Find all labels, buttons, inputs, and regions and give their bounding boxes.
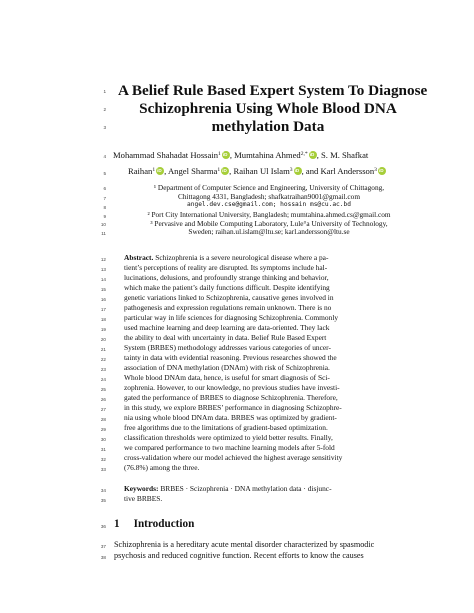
line-number: 5 [103, 171, 106, 176]
line-number: 16 [100, 297, 106, 302]
author-affiliation-mark: 1 [218, 151, 221, 157]
line-number: 12 [100, 257, 106, 262]
line-number: 29 [100, 427, 106, 432]
line-number: 6 [103, 186, 106, 191]
abstract-line: zophrenia. However, to our knowledge, no previous studies have investi- [124, 383, 340, 392]
line-number: 38 [100, 555, 106, 560]
line-number: 26 [100, 397, 106, 402]
abstract-line: gated the performance of BRBES to diagnose Schizophrenia. Therefore, [124, 393, 338, 402]
abstract-line: tient’s perceptions of reality are disrupted. Its symptoms include hal- [124, 263, 328, 272]
abstract-line: pathogenesis and expression regulations remain unknown. There is no [124, 303, 332, 312]
line-number: 1 [103, 89, 106, 94]
abstract-line: lucinations, delusions, and profoundly strange thinking and behavior, [124, 273, 329, 282]
abstract-line: in this study, we explore BRBES’ performance in diagnosing Schizophre- [124, 403, 342, 412]
author-affiliation-mark: 3 [289, 167, 293, 173]
line-number: 33 [100, 467, 106, 472]
abstract-line: we compared performance to two machine learning models after 5-fold [124, 443, 335, 452]
title-line: methylation Data [211, 118, 325, 135]
affiliation-line: ¹ Department of Computer Science and Engineering, University of Chittagong, [153, 183, 385, 192]
author-line [113, 150, 368, 160]
line-number: 9 [103, 214, 106, 219]
author-name: Mohammad Shahadat Hossain [113, 150, 219, 160]
line-number: 19 [100, 327, 106, 332]
section-title: Introduction [133, 518, 195, 530]
abstract-line: association of DNA methylation (DNAm) with risk of Schizophrenia. [124, 363, 330, 372]
line-number: 10 [100, 222, 106, 227]
line-number: 2 [103, 107, 106, 112]
abstract-line: Whole blood DNAm data, hence, is useful for smart diagnosis of Sci- [124, 373, 330, 382]
abstract-line: free algorithms due to the limitations of gradient-based optimization. [124, 423, 328, 432]
line-number: 37 [100, 544, 106, 549]
affiliation-line: Chittagong 4331, Bangladesh; shafkatraihan9001@gmail.com [177, 192, 360, 201]
line-number: 25 [100, 387, 106, 392]
author-name: , and Karl Andersson [301, 166, 375, 176]
line-number: 15 [100, 287, 106, 292]
abstract-line: classification thresholds were optimized to yield better results. Finally, [124, 433, 333, 442]
author-name: , S. M. Shafkat [316, 150, 369, 160]
author-name: , Mumtahina Ahmed [229, 150, 301, 160]
orcid-icon[interactable] [221, 167, 229, 175]
line-number: 20 [100, 337, 106, 342]
abstract-line: tainty in data with evidential reasoning. Previous researches showed the [124, 353, 337, 362]
author-affiliation-mark: 1 [217, 167, 221, 173]
keywords-line: tive BRBES. [124, 494, 163, 503]
author-affiliation-mark: 3 [374, 167, 377, 173]
affiliation-line: ² Port City International University, Bangladesh; mumtahina.ahmed.cs@gmail.com [147, 210, 391, 219]
orcid-icon[interactable] [294, 167, 302, 175]
line-number: 17 [100, 307, 106, 312]
line-number: 23 [100, 367, 106, 372]
line-number: 30 [100, 437, 106, 442]
abstract-line: particular way in life sciences for diagnosing Schizophrenia. Commonly [124, 313, 339, 322]
title-line: Schizophrenia Using Whole Blood DNA [139, 100, 397, 117]
line-number: 14 [100, 277, 106, 282]
abstract-line: nia using whole blood DNAm data. BRBES was optimized by gradient- [124, 413, 337, 422]
keywords-label: Keywords: [124, 484, 159, 493]
affiliation-line: Sweden; raihan.ul.islam@ltu.se; karl.andersson@ltu.se [188, 227, 350, 236]
author-affiliation-mark: 1 [152, 167, 156, 173]
line-number: 8 [103, 205, 106, 210]
author-name: Raihan [128, 166, 153, 176]
abstract-line: genetic variations linked to Schizophrenia, causative genes involved in [124, 293, 334, 302]
line-number: 36 [100, 524, 106, 529]
abstract-line: (76.8%) among the three. [124, 463, 200, 472]
author-name: , Raihan Ul Islam [229, 166, 290, 176]
author-affiliation-mark: 2,* [300, 151, 308, 157]
line-number: 18 [100, 317, 106, 322]
affiliation-line: ³ Pervasive and Mobile Computing Laboratory, Lule°a University of Technology, [150, 219, 388, 228]
line-number: 3 [103, 125, 106, 130]
abstract-label: Abstract. [124, 253, 154, 262]
line-number: 21 [100, 347, 106, 352]
line-number: 24 [100, 377, 106, 382]
abstract-line: cross-validation where our model achieved the highest average sensitivity [124, 453, 343, 462]
author-line [128, 166, 386, 176]
author-name: , Angel Sharma [164, 166, 218, 176]
abstract-line: System (BRBES) methodology addresses various categories of uncer- [124, 343, 331, 352]
line-number: 32 [100, 457, 106, 462]
line-number: 22 [100, 357, 106, 362]
line-number: 31 [100, 447, 106, 452]
line-number: 11 [101, 231, 106, 236]
section-number: 1 [114, 518, 120, 530]
affiliation-line: angel.dev.cse@gmail.com; hossain ms@cu.ac.bd [187, 201, 351, 208]
body-line: Schizophrenia is a hereditary acute mental disorder characterized by spasmodic [114, 540, 375, 549]
abstract-line: which make the patient’s daily functions difficult. Despite identifying [124, 283, 330, 292]
line-number: 28 [100, 417, 106, 422]
abstract-line: Abstract. Schizophrenia is a severe neurological disease where a pa- [124, 253, 329, 262]
line-number: 4 [103, 154, 106, 159]
line-number: 7 [103, 196, 106, 201]
keywords-line: Keywords: BRBES · Scizophrenia · DNA methylation data · disjunc- [124, 484, 332, 493]
abstract-line: used machine learning and deep learning are data-oriented. They lack [124, 323, 330, 332]
orcid-icon[interactable] [222, 151, 230, 159]
line-number: 13 [100, 267, 106, 272]
abstract-line: the ability to deal with uncertainty in data. Belief Rule Based Expert [124, 333, 327, 342]
line-number: 27 [100, 407, 106, 412]
body-line: psychosis and reduced cognitive function. Recent efforts to know the causes [114, 551, 364, 560]
orcid-icon[interactable] [309, 151, 317, 159]
line-number: 35 [100, 498, 106, 503]
orcid-icon[interactable] [156, 167, 164, 175]
line-number: 34 [100, 488, 106, 493]
title-line: A Belief Rule Based Expert System To Diagnose [118, 82, 428, 99]
orcid-icon[interactable] [378, 167, 386, 175]
